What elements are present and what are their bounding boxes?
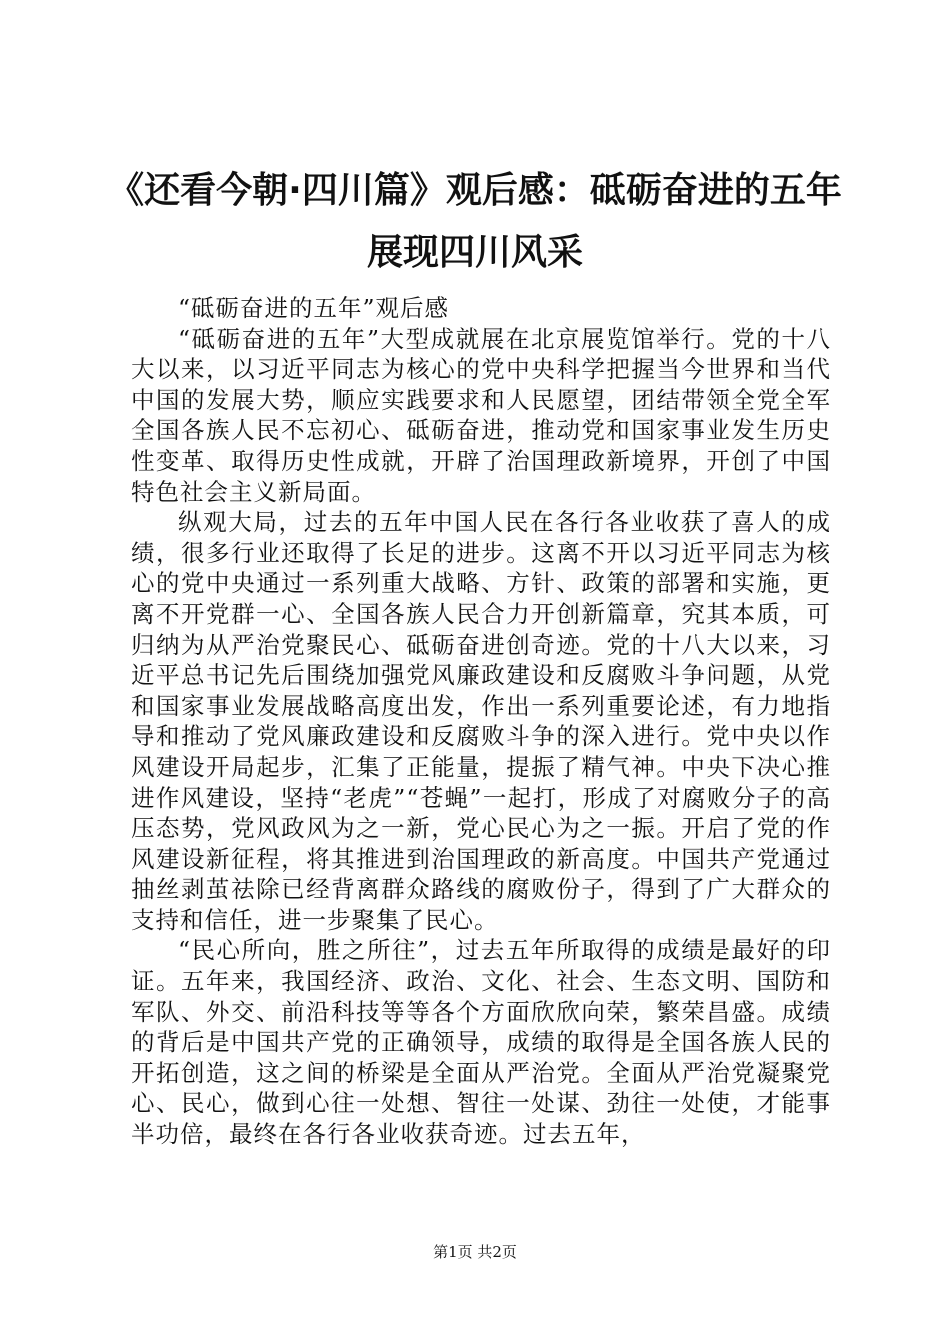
paragraph-subtitle: “砥砺奋进的五年”观后感: [178, 294, 450, 322]
paragraph: “民心所向，胜之所往”，过去五年所取得的成绩是最好的印证。五年来，我国经济、政治、文化、社会、生态文明、国防和军队、外交、前沿科技等等各个方面欣欣向荣，繁荣昌盛。成绩的背后是中国共产党的正确领导，成绩的取得是全国各族人民的开拓创造，这之间的桥梁是全面从严治党。全面从严治党凝聚党心、民心，做到心往一处想、智往一处谋、劲往一处使，才能事半功倍，最终在各行各业收获奇迹。过去五年，: [131, 936, 831, 1149]
page-number-footer: 第1页 共2页: [433, 1243, 517, 1261]
paragraph: “砥砺奋进的五年”大型成就展在北京展览馆举行。党的十八大以来，以习近平同志为核心的党中央科学把握当今世界和当代中国的发展大势，顺应实践要求和人民愿望，团结带领全党全军全国各族人民不忘初心、砥砺奋进，推动党和国家事业发生历史性变革、取得历史性成就，开辟了治国理政新境界，开创了中国特色社会主义新局面。: [131, 324, 831, 506]
document-body: [131, 293, 831, 1150]
document-title: 《还看今朝·四川篇》观后感：砥砺奋进的五年展现四川风采: [108, 170, 842, 273]
paragraph: 纵观大局，过去的五年中国人民在各行各业收获了喜人的成绩，很多行业还取得了长足的进步。这离不开以习近平同志为核心的党中央通过一系列重大战略、方针、政策的部署和实施，更离不开党群一心、全国各族人民合力开创新篇章，究其本质，可归纳为从严治党聚民心、砥砺奋进创奇迹。党的十八大以来，习近平总书记先后围绕加强党风廉政建设和反腐败斗争问题，从党和国家事业发展战略高度出发，作出一系列重要论述，有力地指导和推动了党风廉政建设和反腐败斗争的深入进行。党中央以作风建设开局起步，汇集了正能量，提振了精气神。中央下决心推进作风建设，坚持“老虎”“苍蝇”一起打，形成了对腐败分子的高压态势，党风政风为之一新，党心民心为之一振。开启了党的作风建设新征程，将其推进到治国理政的新高度。中国共产党通过抽丝剥茧祛除已经背离群众路线的腐败份子，得到了广大群众的支持和信任，进一步聚集了民心。: [131, 508, 831, 934]
